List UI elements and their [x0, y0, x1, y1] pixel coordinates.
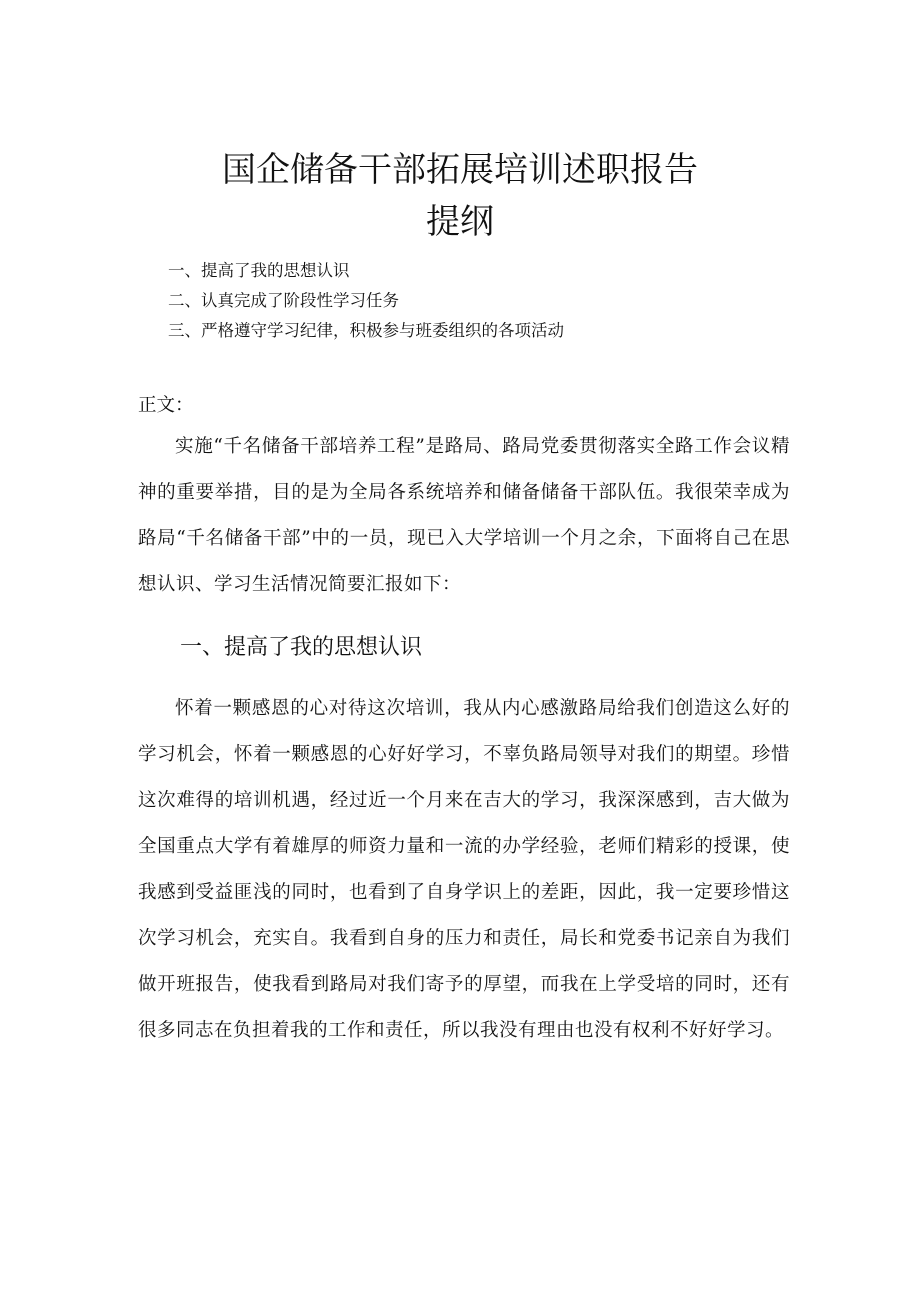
- outline-item-2: 二、认真完成了阶段性学习任务: [168, 291, 399, 310]
- body-label: 正文：: [138, 395, 194, 416]
- document-title: 国企储备干部拓展培训述职报告: [222, 150, 698, 190]
- outline-item-3: 三、严格遵守学习纪律，积极参与班委组织的各项活动: [168, 321, 564, 340]
- section-1-paragraph: 怀着一颗感恩的心对待这次培训，我从内心感激路局给我们创造这么好的学习机会，怀着一颗感恩的心好好学习，不辜负路局领导对我们的期望。珍惜这次难得的培训机遇，经过近一个月来在吉大的学习，我深深感到，吉大做为全国重点大学有着雄厚的师资力量和一流的办学经验，老师们精彩的授课，使我感到受益匪浅的同时，也看到了自身学识上的差距，因此，我一定要珍惜这次学习机会，充实自。我看到自身的压力和责任，局长和党委书记亲自为我们做开班报告，使我看到路局对我们寄予的厚望，而我在上学受培的同时，还有很多同志在负担着我的工作和责任，所以我没有理由也没有权利不好好学习。: [138, 698, 790, 1041]
- section-heading-1: 一、提高了我的思想认识: [180, 635, 423, 660]
- outline-list: [168, 256, 848, 346]
- document-subtitle: 提纲: [426, 202, 494, 242]
- outline-item-1: 一、提高了我的思想认识: [168, 261, 350, 280]
- intro-paragraph: 实施“千名储备干部培养工程”是路局、路局党委贯彻落实全路工作会议精神的重要举措，目的是为全局各系统培养和储备储备干部队伍。我很荣幸成为路局“千名储备干部”中的一员，现已入大学培训一个月之余，下面将自己在思想认识、学习生活情况简要汇报如下：: [138, 436, 790, 595]
